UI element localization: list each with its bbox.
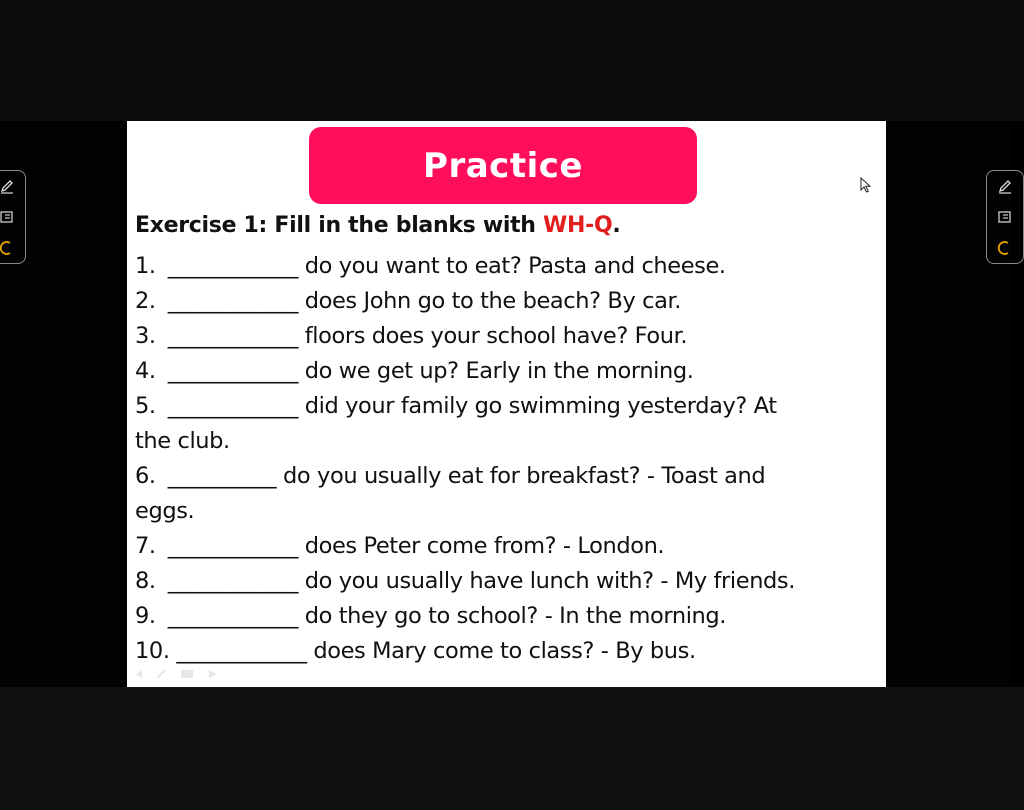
pen-icon[interactable] (0, 178, 15, 194)
item-text: does John go to the beach? By car. (304, 288, 682, 314)
answer-blank[interactable]: ____________ (167, 393, 298, 419)
slide-title: Practice (423, 145, 583, 186)
heading-accent: WH-Q (543, 213, 613, 238)
item-text: do they go to school? - In the morning. (304, 603, 727, 629)
exercise-heading (135, 213, 620, 238)
item-number: 7. (135, 533, 156, 559)
answer-blank[interactable]: ____________ (167, 603, 298, 629)
undo-arc-icon[interactable] (0, 240, 15, 256)
item-number: 4. (135, 358, 156, 384)
screen-capture-icon[interactable] (0, 209, 15, 225)
list-item (135, 634, 880, 669)
mouse-cursor-icon (860, 177, 872, 193)
answer-blank[interactable]: ____________ (176, 638, 307, 664)
answer-blank[interactable]: ____________ (167, 253, 298, 279)
faded-slide-controls-icon[interactable] (133, 667, 223, 681)
title-banner (309, 127, 697, 204)
item-number: 6. (135, 463, 156, 489)
pen-icon[interactable] (997, 178, 1013, 194)
heading-suffix: . (612, 213, 621, 238)
item-text: do you want to eat? Pasta and cheese. (304, 253, 726, 279)
list-item (135, 459, 880, 494)
item-text: did your family go swimming yesterday? At (304, 393, 777, 419)
bottom-letterbox (0, 687, 1024, 810)
item-number: 5. (135, 393, 156, 419)
answer-blank[interactable]: __________ (167, 463, 277, 489)
item-text: does Peter come from? - London. (304, 533, 665, 559)
answer-blank[interactable]: ____________ (167, 323, 298, 349)
item-text: eggs. (135, 498, 195, 524)
item-number: 1. (135, 253, 156, 279)
item-text: the club. (135, 428, 230, 454)
item-text: does Mary come to class? - By bus. (313, 638, 696, 664)
item-number: 3. (135, 323, 156, 349)
item-text: do you usually have lunch with? - My friends. (304, 568, 796, 594)
item-text: floors does your school have? Four. (304, 323, 688, 349)
left-annotation-toolbar (0, 170, 26, 264)
item-number: 9. (135, 603, 156, 629)
answer-blank[interactable]: ____________ (167, 358, 298, 384)
heading-prefix: Exercise 1: Fill in the blanks with (135, 213, 544, 238)
item-number: 10. (135, 638, 170, 664)
item-text: do you usually eat for breakfast? - Toast and (283, 463, 766, 489)
item-number: 8. (135, 568, 156, 594)
answer-blank[interactable]: ____________ (167, 533, 298, 559)
presentation-slide (127, 121, 886, 687)
item-number: 2. (135, 288, 156, 314)
item-text: do we get up? Early in the morning. (304, 358, 694, 384)
answer-blank[interactable]: ____________ (167, 288, 298, 314)
list-item (135, 389, 880, 424)
screen-capture-icon[interactable] (997, 209, 1013, 225)
exercise-list (135, 249, 880, 669)
right-annotation-toolbar (986, 170, 1024, 264)
answer-blank[interactable]: ____________ (167, 568, 298, 594)
undo-arc-icon[interactable] (997, 240, 1013, 256)
top-letterbox (0, 0, 1024, 121)
